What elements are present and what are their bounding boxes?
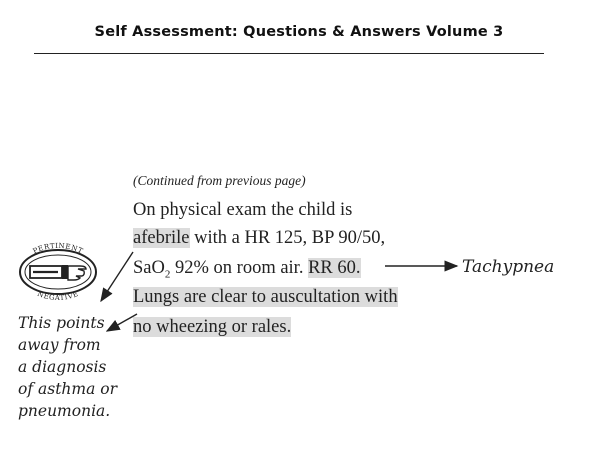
continued-note: (Continued from previous page) bbox=[133, 173, 306, 188]
body-text: SaO bbox=[133, 258, 165, 278]
pointing-hand-icon bbox=[30, 265, 86, 280]
body-text: with a HR 125, BP 90/50, bbox=[189, 228, 386, 248]
margin-note-line: pneumonia. bbox=[18, 402, 111, 420]
highlight-afebrile: afebrile bbox=[133, 228, 190, 248]
badge-top-text: PERTINENT bbox=[31, 241, 85, 256]
margin-note-line: away from bbox=[18, 336, 101, 354]
page-header-title: Self Assessment: Questions & Answers Volume 3 bbox=[94, 24, 504, 40]
margin-note-line: This points bbox=[18, 314, 105, 332]
highlight-rr: RR 60. bbox=[308, 258, 361, 278]
margin-note-line: of asthma or bbox=[18, 380, 118, 398]
highlight-wheezing: no wheezing or rales. bbox=[133, 317, 292, 337]
arrow-from-lungs bbox=[107, 314, 137, 331]
body-text: 92% on room air. bbox=[170, 258, 309, 278]
highlight-lungs: Lungs are clear to auscultation with bbox=[133, 287, 398, 307]
subscript: 2 bbox=[164, 268, 171, 281]
arrow-from-afebrile bbox=[101, 252, 133, 301]
badge-bottom-text: NEGATIVE bbox=[36, 289, 80, 303]
margin-note-line: a diagnosis bbox=[18, 358, 107, 376]
body-text: On physical exam the child is bbox=[133, 200, 353, 220]
pertinent-negative-badge bbox=[20, 242, 96, 302]
tachypnea-annotation: Tachypnea bbox=[462, 257, 555, 277]
